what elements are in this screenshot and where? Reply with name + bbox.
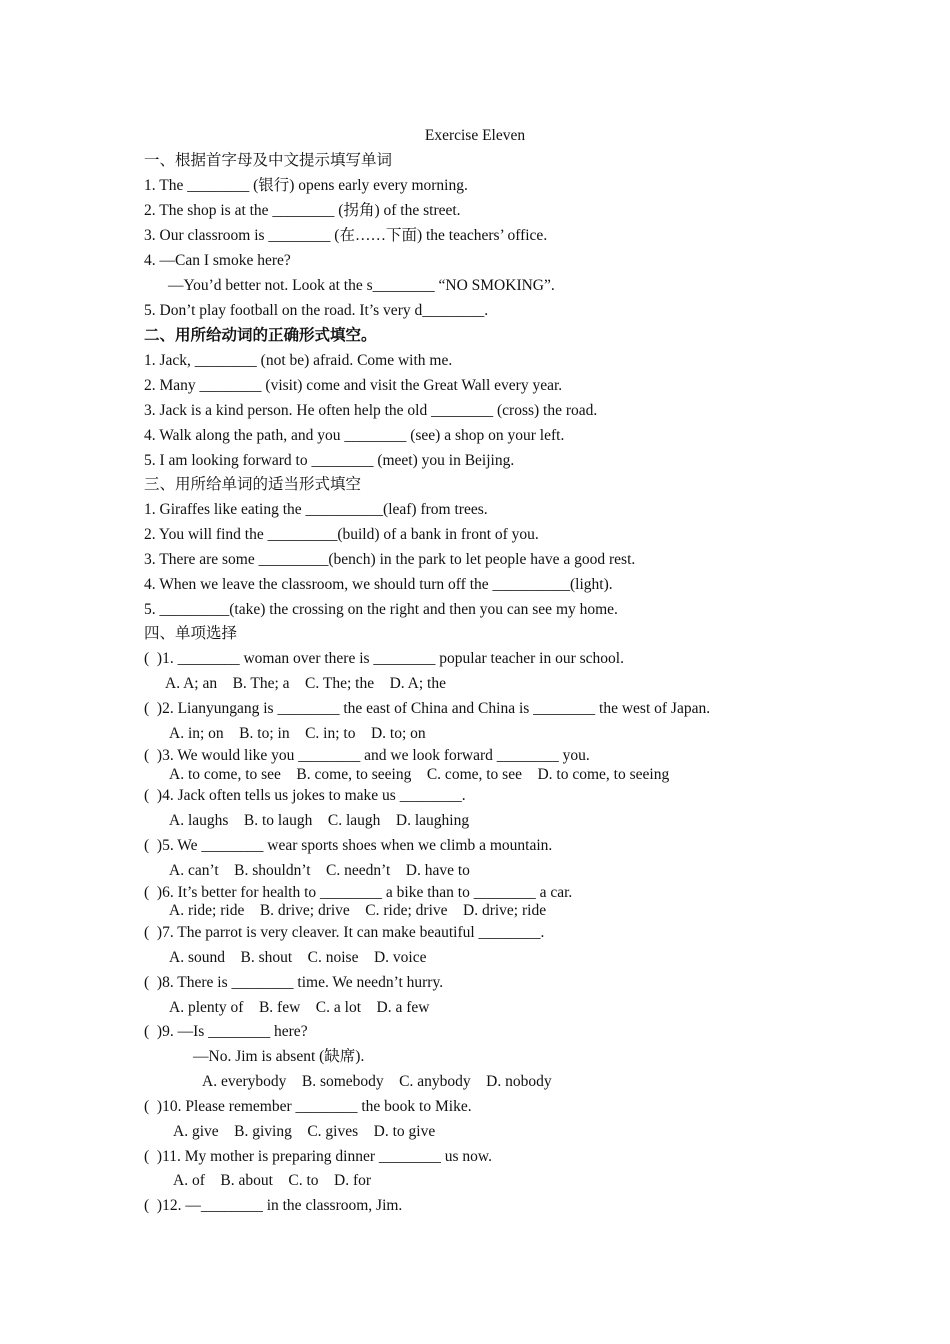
question-11-options: A. of B. about C. to D. for [173, 1172, 372, 1189]
question-3-options: A. to come, to see B. come, to seeing C. come, to see D. to come, to seeing [169, 766, 670, 783]
question-7: ( )7. The parrot is very cleaver. It can make beautiful ________. [144, 924, 545, 941]
section-3-item: 3. There are some _________(bench) in the park to let people have a good rest. [144, 551, 636, 568]
question-9-options: A. everybody B. somebody C. anybody D. nobody [202, 1073, 552, 1090]
question-5: ( )5. We ________ wear sports shoes when we climb a mountain. [144, 837, 553, 854]
question-11: ( )11. My mother is preparing dinner ________ us now. [144, 1148, 492, 1165]
question-10-options: A. give B. giving C. gives D. to give [173, 1123, 436, 1140]
section-2-heading: 二、用所给动词的正确形式填空。 [144, 327, 377, 344]
section-3-item: 4. When we leave the classroom, we should turn off the __________(light). [144, 576, 613, 593]
section-3-item: 2. You will find the _________(build) of a bank in front of you. [144, 526, 539, 543]
question-5-options: A. can’t B. shouldn’t C. needn’t D. have to [169, 862, 470, 879]
question-10: ( )10. Please remember ________ the book to Mike. [144, 1098, 472, 1115]
question-8: ( )8. There is ________ time. We needn’t hurry. [144, 974, 444, 991]
question-8-options: A. plenty of B. few C. a lot D. a few [169, 999, 430, 1016]
question-1: ( )1. ________ woman over there is ________ popular teacher in our school. [144, 650, 624, 667]
section-2-item: 4. Walk along the path, and you ________ (see) a shop on your left. [144, 427, 565, 444]
page-title: Exercise Eleven [424, 127, 526, 144]
question-6: ( )6. It’s better for health to ________ a bike than to ________ a car. [144, 884, 573, 901]
section-3-item: 5. _________(take) the crossing on the right and then you can see my home. [144, 601, 618, 618]
question-3: ( )3. We would like you ________ and we look forward ________ you. [144, 747, 590, 764]
section-2-item: 5. I am looking forward to ________ (meet) you in Beijing. [144, 452, 515, 469]
question-1-options: A. A; an B. The; a C. The; the D. A; the [165, 675, 446, 692]
question-4: ( )4. Jack often tells us jokes to make us ________. [144, 787, 466, 804]
section-4-heading: 四、单项选择 [144, 625, 238, 642]
question-7-options: A. sound B. shout C. noise D. voice [169, 949, 427, 966]
question-9: ( )9. —Is ________ here? [144, 1023, 308, 1040]
section-1-item: 1. The ________ (银行) opens early every morning. [144, 177, 468, 194]
section-1-heading: 一、根据首字母及中文提示填写单词 [144, 152, 393, 169]
section-1-item: 5. Don’t play football on the road. It’s very d________. [144, 302, 489, 319]
section-3-item: 1. Giraffes like eating the __________(leaf) from trees. [144, 501, 488, 518]
question-9-reply: —No. Jim is absent (缺席). [193, 1048, 365, 1065]
section-2-item: 3. Jack is a kind person. He often help the old ________ (cross) the road. [144, 402, 598, 419]
question-4-options: A. laughs B. to laugh C. laugh D. laughing [169, 812, 470, 829]
question-12: ( )12. —________ in the classroom, Jim. [144, 1197, 403, 1214]
section-1-item: 3. Our classroom is ________ (在……下面) the teachers’ office. [144, 227, 548, 244]
question-2-options: A. in; on B. to; in C. in; to D. to; on [169, 725, 426, 742]
section-2-item: 1. Jack, ________ (not be) afraid. Come with me. [144, 352, 453, 369]
section-2-item: 2. Many ________ (visit) come and visit the Great Wall every year. [144, 377, 563, 394]
section-1-item: —You’d better not. Look at the s________ “NO SMOKING”. [168, 277, 555, 294]
question-6-options: A. ride; ride B. drive; drive C. ride; drive D. drive; ride [169, 902, 547, 919]
section-1-item: 4. —Can I smoke here? [144, 252, 291, 269]
question-2: ( )2. Lianyungang is ________ the east of China and China is ________ the west of Japan. [144, 700, 711, 717]
section-3-heading: 三、用所给单词的适当形式填空 [144, 476, 362, 493]
section-1-item: 2. The shop is at the ________ (拐角) of the street. [144, 202, 461, 219]
